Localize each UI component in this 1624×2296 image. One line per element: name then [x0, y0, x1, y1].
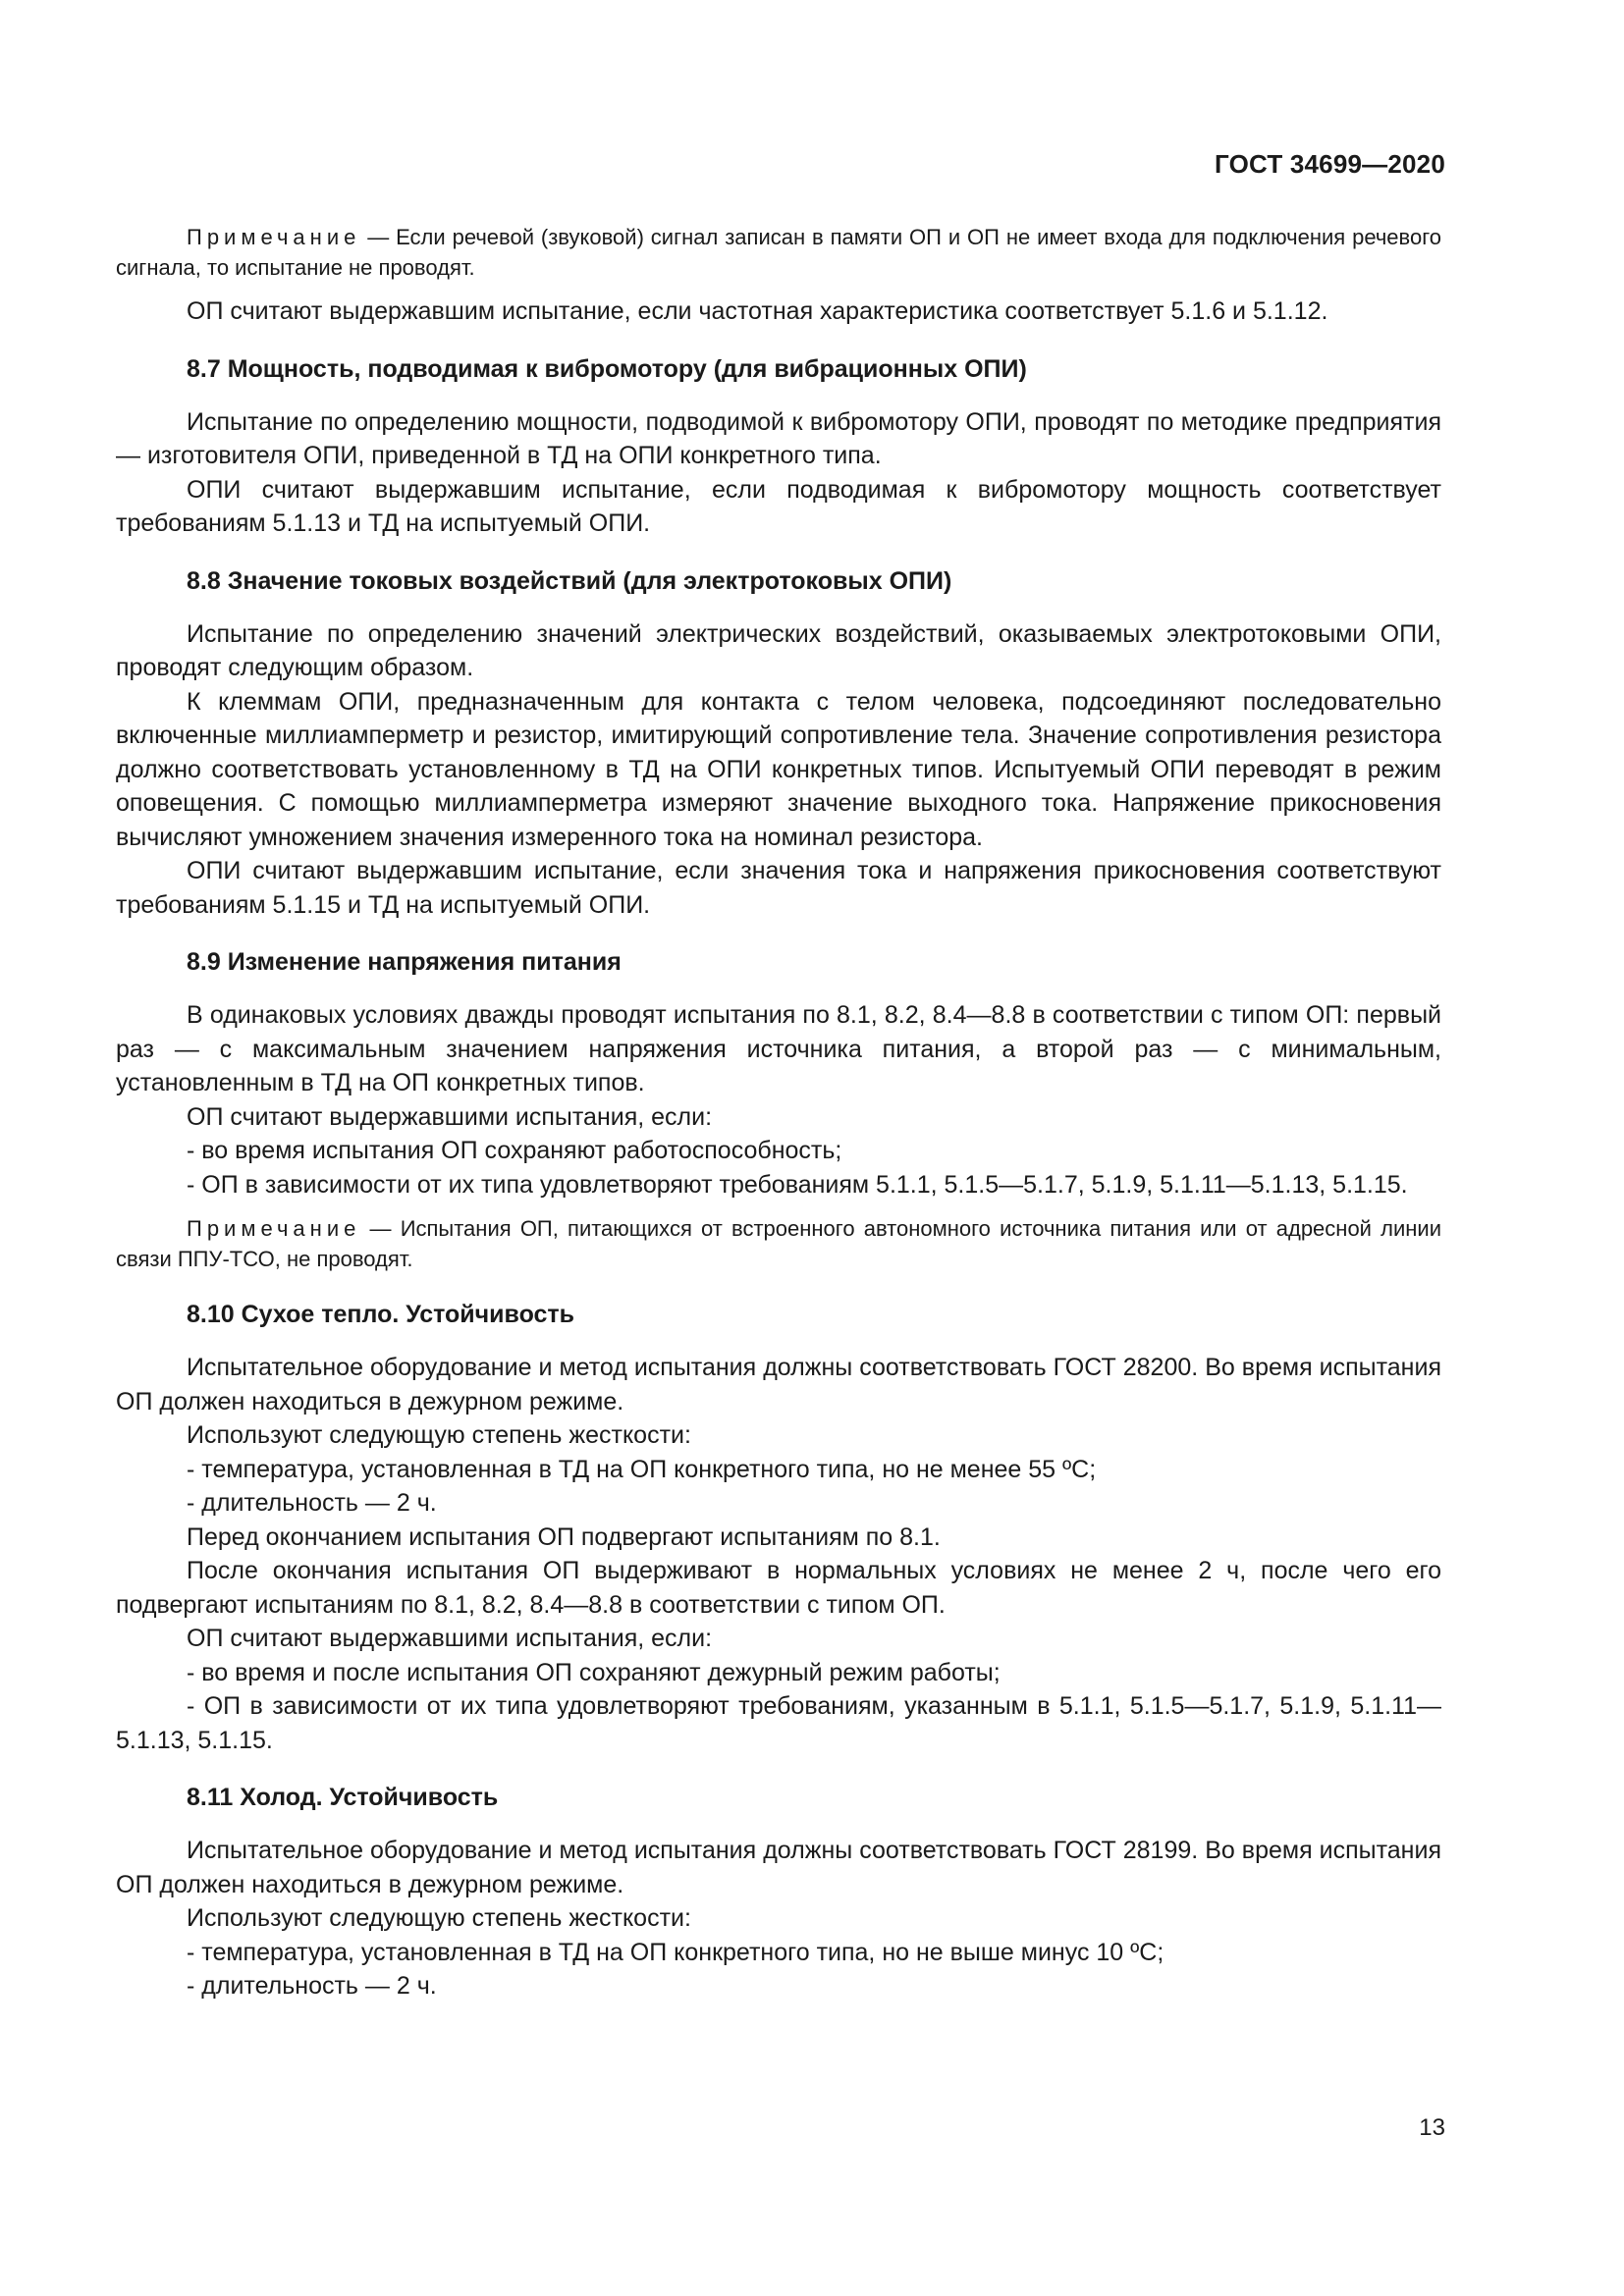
paragraph: ОП считают выдержавшим испытание, если частотная характеристика соответствует 5.1.6 и 5.1.12.	[187, 297, 1328, 325]
list-item: - во время и после испытания ОП сохраняют дежурный режим работы;	[187, 1658, 1001, 1686]
section-heading-8-7: 8.7 Мощность, подводимая к вибромотору (для вибрационных ОПИ)	[187, 354, 1027, 383]
note-label: Примечание	[187, 1216, 361, 1241]
paragraph: Испытание по определению мощности, подводимой к вибромотору ОПИ, проводят по методике предприятия — изготовителя ОПИ, приведенной в ТД на ОПИ конкретного типа.	[116, 407, 1441, 469]
paragraph: Используют следующую степень жесткости:	[187, 1904, 691, 1932]
paragraph: ОП считают выдержавшими испытания, если:	[187, 1102, 713, 1131]
section-heading-8-10: 8.10 Сухое тепло. Устойчивость	[187, 1301, 575, 1328]
list-item: - температура, установленная в ТД на ОП конкретного типа, но не выше минус 10 ºС;	[187, 1938, 1164, 1966]
paragraph: ОПИ считают выдержавшим испытание, если подводимая к вибромотору мощность соответствует требованиям 5.1.13 и ТД на испытуемый ОПИ.	[116, 475, 1441, 537]
document-header: ГОСТ 34699—2020	[1215, 149, 1445, 179]
paragraph: Перед окончанием испытания ОП подвергают испытаниям по 8.1.	[187, 1522, 941, 1551]
list-item: - длительность — 2 ч.	[187, 1489, 437, 1517]
list-item: - температура, установленная в ТД на ОП конкретного типа, но не менее 55 ºС;	[187, 1455, 1097, 1483]
list-item: - ОП в зависимости от их типа удовлетворяют требованиям 5.1.1, 5.1.5—5.1.7, 5.1.9, 5.1.11—5.1.13, 5.1.15.	[187, 1170, 1408, 1199]
paragraph: Испытательное оборудование и метод испытания должны соответствовать ГОСТ 28199. Во время испытания ОП должен находиться в дежурном режиме.	[116, 1837, 1441, 1898]
section-heading-8-8: 8.8 Значение токовых воздействий (для электротоковых ОПИ)	[187, 566, 952, 595]
paragraph: Используют следующую степень жесткости:	[187, 1421, 691, 1449]
paragraph: После окончания испытания ОП выдерживают в нормальных условиях не менее 2 ч, после чего его подвергают испытаниям по 8.1, 8.2, 8.4—8.8 в соответствии с типом ОП.	[116, 1557, 1441, 1619]
section-heading-8-9: 8.9 Изменение напряжения питания	[187, 948, 622, 976]
note-paragraph	[116, 222, 1441, 283]
paragraph: В одинаковых условиях дважды проводят испытания по 8.1, 8.2, 8.4—8.8 в соответствии с типом ОП: первый раз — с максимальным значением напряжения источника питания, а второй раз — с минимальным, установленным в ТД на ОП конкретных типов.	[116, 1001, 1441, 1096]
paragraph: Испытательное оборудование и метод испытания должны соответствовать ГОСТ 28200. Во время испытания ОП должен находиться в дежурном режиме.	[116, 1354, 1441, 1415]
paragraph: К клеммам ОПИ, предназначенным для контакта с телом человека, подсоединяют последовательно включенные миллиамперметр и резистор, имитирующий сопротивление тела. Значение сопротивления резистора должно соответствовать установленному в ТД на ОПИ конкретных типов. Испытуемый ОПИ переводят в режим оповещения. С помощью миллиамперметра измеряют значение выходного тока. Напряжение прикосновения вычисляют умножением значения измеренного тока на номинал резистора.	[116, 687, 1441, 851]
list-item: - длительность — 2 ч.	[187, 1972, 437, 2000]
note-text: — Если речевой (звуковой) сигнал записан в памяти ОП и ОП не имеет входа для подключения речевого сигнала, то испытание не проводят.	[116, 225, 1441, 280]
list-item: - ОП в зависимости от их типа удовлетворяют требованиям, указанным в 5.1.1, 5.1.5—5.1.7, 5.1.9, 5.1.11—5.1.13, 5.1.15.	[116, 1692, 1441, 1754]
note-label: Примечание	[187, 225, 361, 249]
paragraph: ОП считают выдержавшими испытания, если:	[187, 1625, 713, 1652]
note-text: — Испытания ОП, питающихся от встроенного автономного источника питания или от адресной линии связи ППУ-ТСО, не проводят.	[116, 1216, 1441, 1271]
paragraph: ОПИ считают выдержавшим испытание, если значения тока и напряжения прикосновения соответствуют требованиям 5.1.15 и ТД на испытуемый ОПИ.	[116, 857, 1441, 919]
note-paragraph	[116, 1213, 1441, 1274]
list-item: - во время испытания ОП сохраняют работоспособность;	[187, 1137, 842, 1164]
page-number: 13	[1419, 2114, 1445, 2141]
paragraph: Испытание по определению значений электрических воздействий, оказываемых электротоковыми ОПИ, проводят следующим образом.	[116, 619, 1441, 681]
section-heading-8-11: 8.11 Холод. Устойчивость	[187, 1784, 499, 1811]
page-content	[116, 222, 1441, 2003]
